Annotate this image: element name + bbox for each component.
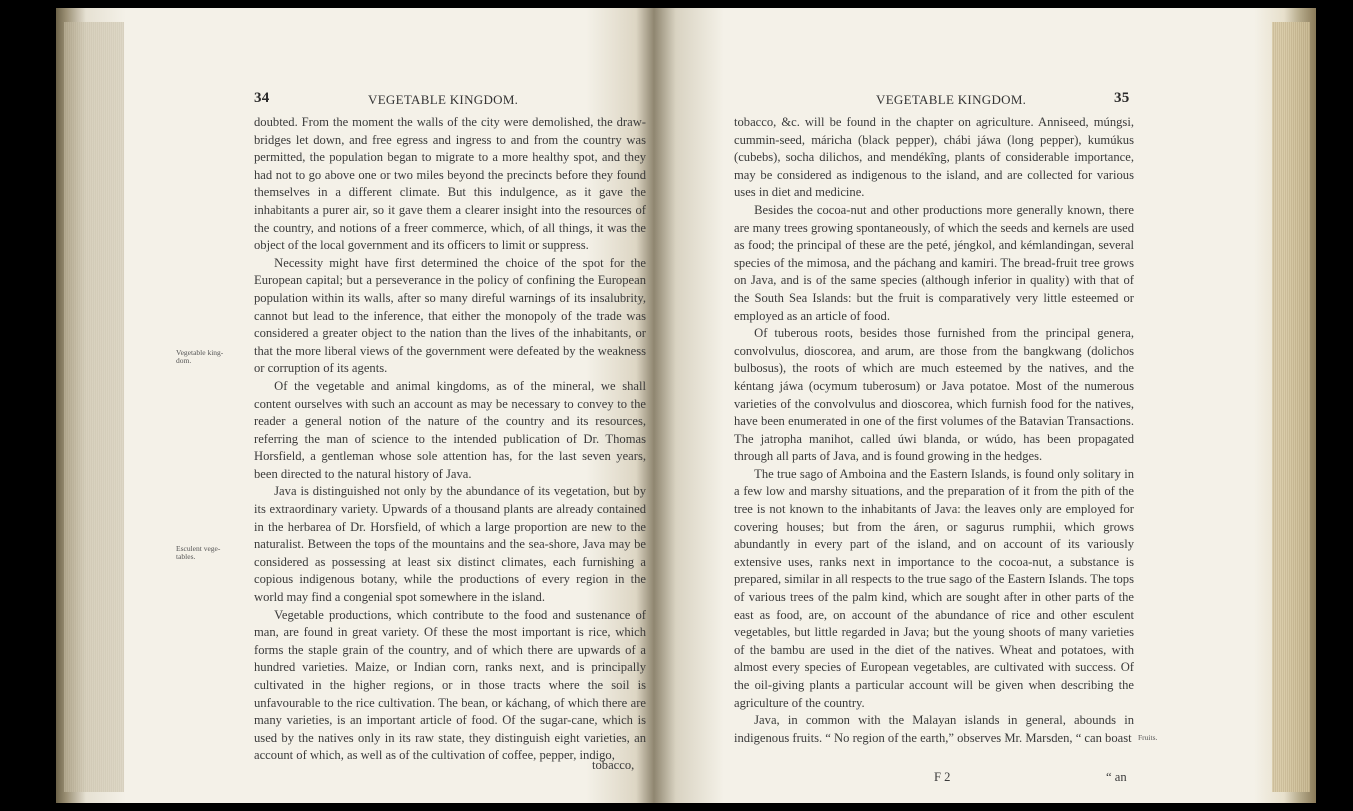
- left-page-edges: [64, 22, 124, 792]
- open-book: [56, 8, 1316, 803]
- left-page: [56, 8, 654, 803]
- paragraph: doubted. From the moment the walls of the city were demolished, the draw-bridges let down, and free egress and ingress to and from the country was permitted, the population began to migrate to a more healthy spot, and they had not to go above one or two miles beyond the precincts before they found themselves in a different climate. But this indulgence, as it gave the inhabitants a purer air, so it gave them a clearer insight into the resources of the country, and notions of a freer commerce, which, of all things, it was the object of the local government and its officers to limit or suppress.: [254, 115, 646, 253]
- paragraph: Vegetable productions, which contribute to the food and sustenance of man, are found in great variety. Of these the most important is rice, which forms the staple grain of the country, and of which there are upwards of a hundred varieties. Maize, or Indian corn, ranks next, and is principally cultivated in the higher regions, or in those tracts where the soil is unfavourable to the rice cultivation. The bean, or káchang, of which there are many varieties, is an important article of food. Of the sugar-cane, which is used by the natives only in its raw state, they distinguish eight varieties, an account of which, as well as of the cultivation of coffee, pepper, indigo,: [254, 607, 646, 763]
- left-running-head: VEGETABLE KINGDOM.: [368, 92, 519, 107]
- left-page-body: [254, 114, 646, 765]
- right-page-body: [734, 114, 1134, 747]
- left-page-number: 34: [254, 90, 270, 106]
- paragraph: Java is distinguished not only by the abundance of its vegetation, but by its extraordinary variety. Upwards of a thousand plants are already contained in the herbarea of Dr. Horsfield, of which a large proportion are new to the naturalist. Between the tops of the mountains and the sea-shore, Java may be considered as possessing at least six distinct climates, each furnishing a copious indigenous botany, while the productions of every region in the world may find a congenial spot somewhere in the island.: [254, 484, 646, 605]
- right-running-head: VEGETABLE KINGDOM.: [876, 92, 1027, 107]
- left-catchword: tobacco,: [592, 758, 635, 772]
- sidenote-esculent-vegetables: Esculent vege-tables.: [176, 544, 221, 561]
- sidenote-fruits: Fruits.: [1138, 733, 1158, 742]
- paragraph: Necessity might have first determined the choice of the spot for the European capital; but a perseverance in the policy of confining the European population within its walls, after so many direful warnings of its insalubrity, cannot but lead to the inference, that either the monopoly of the trade was considered a greater object to the nation than the lives of the inhabitants, or that the more liberal views of the government were defeated by the weakness or corruption of its agents.: [254, 255, 646, 376]
- right-page-edges: [1272, 22, 1310, 792]
- paragraph: Of tuberous roots, besides those furnished from the principal genera, convolvulus, dioscorea, and arum, are those from the bangkwang (dolichos bulbosus), the roots of which are much esteemed by the natives, and the kéntang jáwa (ocymum tuberosum) or Java potatoe. Most of the numerous varieties of the convolvulus and dioscorea, which furnish food for the natives, have been enumerated in one of the first volumes of the Batavian Transactions. The jatropha manihot, called úwi blanda, or wúdo, has been propagated through all parts of Java, and is found growing in the hedges.: [734, 326, 1134, 464]
- paragraph: tobacco, &c. will be found in the chapter on agriculture. Anniseed, múngsi, cummin-seed, máricha (black pepper), chábi jáwa (long pepper), kumúkus (cubebs), socha dilichos, and mendékîng, plants of considerable importance, may be considered as indigenous to the island, and are collected for various uses in diet and medicine.: [734, 115, 1134, 200]
- paragraph: The true sago of Amboina and the Eastern Islands, is found only solitary in a few low and marshy situations, and the preparation of it from the pith of the tree is not known to the inhabitants of Java: the leaves only are employed for covering houses; but from the áren, or sagurus rumphii, which grows abundantly in every part of the island, and on account of its variously extensive uses, ranks next in importance to the cocoa-nut, a substance is prepared, similar in all respects to the true sago of the Eastern Islands. The tops of various trees of the palm kind, which are sought after in other parts of the east as food, are, on account of the abundance of rice and other esculent vegetables, but little regarded in Java; but the young shoots of many varieties of the bambu are used in the diet of the natives. Wheat and potatoes, with almost every species of European vegetables, are cultivated with success. Of the oil-giving plants a particular account will be given when describing the agriculture of the country.: [734, 466, 1134, 710]
- paragraph: Java, in common with the Malayan islands in general, abounds in indigenous fruits. “ No region of the earth,” observes Mr. Marsden, “ can boast: [734, 713, 1134, 745]
- signature-mark: F 2: [934, 770, 951, 784]
- paragraph: Of the vegetable and animal kingdoms, as of the mineral, we shall content ourselves with such an account as may be necessary to convey to the reader a general notion of the nature of the country and its resources, referring the man of science to the intended publication of Dr. Thomas Horsfield, a gentleman whose sole attention has, for the last seven years, been directed to the natural history of Java.: [254, 378, 646, 481]
- right-page-number: 35: [1114, 90, 1130, 106]
- paragraph: Besides the cocoa-nut and other productions more generally known, there are many trees growing spontaneously, of which the seeds and kernels are used as food; the principal of these are the peté, jéngkol, and kémlandingan, several species of the mimosa, and the páchang and kamiri. The bread-fruit tree grows on Java, and is of the same species (although inferior in quality) with that of the South Sea Islands: but the fruit is comparatively very little esteemed or employed as an article of food.: [734, 202, 1134, 323]
- sidenote-vegetable-kingdom: Vegetable king-dom.: [176, 348, 224, 365]
- right-page: [654, 8, 1316, 803]
- right-catchword: “ an: [1106, 770, 1127, 784]
